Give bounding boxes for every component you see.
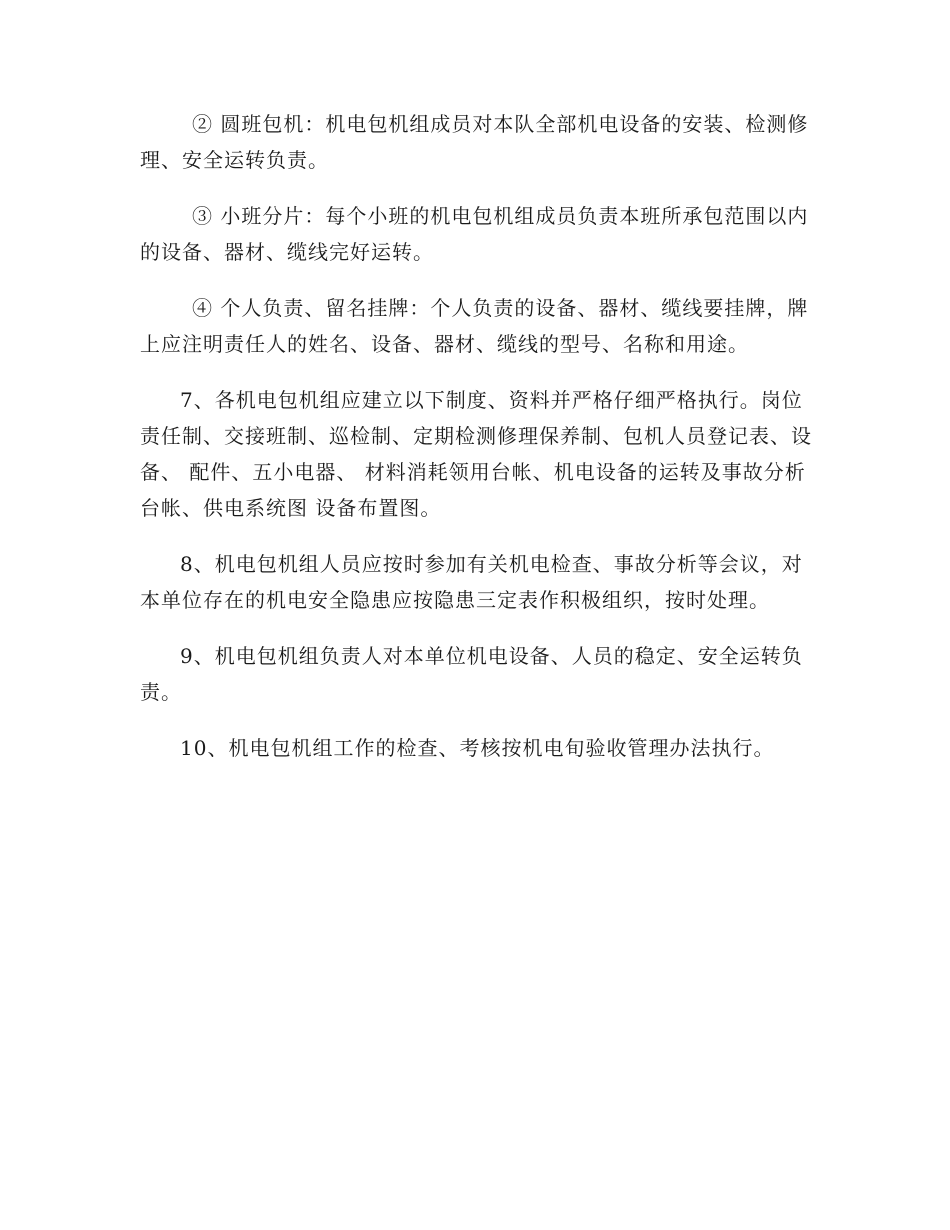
document-body bbox=[140, 106, 812, 786]
paragraph-clause-7: 7、各机电包机组应建立以下制度、资料并严格仔细严格执行。岗位责任制、交接班制、巡检制、定期检测修理保养制、包机人员登记表、设备、 配件、五小电器、 材料消耗领用台帐、机电设备的运转及事故分析台帐、供电系统图 设备布置图。 bbox=[140, 388, 812, 520]
paragraph-clause-9: 9、机电包机组负责人对本单位机电设备、人员的稳定、安全运转负责。 bbox=[140, 644, 803, 704]
paragraph-item-4: ④ 个人负责、留名挂牌：个人负责的设备、器材、缆线要挂牌，牌上应注明责任人的姓名、设备、器材、缆线的型号、名称和用途。 bbox=[140, 296, 809, 356]
paragraph-item-2: ② 圆班包机：机电包机组成员对本队全部机电设备的安装、检测修理、安全运转负责。 bbox=[140, 112, 809, 172]
paragraph-clause-8: 8、机电包机组人员应按时参加有关机电检查、事故分析等会议，对本单位存在的机电安全隐患应按隐患三定表作积极组织，按时处理。 bbox=[140, 552, 803, 612]
paragraph-item-3: ③ 小班分片：每个小班的机电包机组成员负责本班所承包范围以内的设备、器材、缆线完好运转。 bbox=[140, 204, 809, 264]
paragraph-clause-10: 10、机电包机组工作的检查、考核按机电旬验收管理办法执行。 bbox=[180, 736, 775, 760]
